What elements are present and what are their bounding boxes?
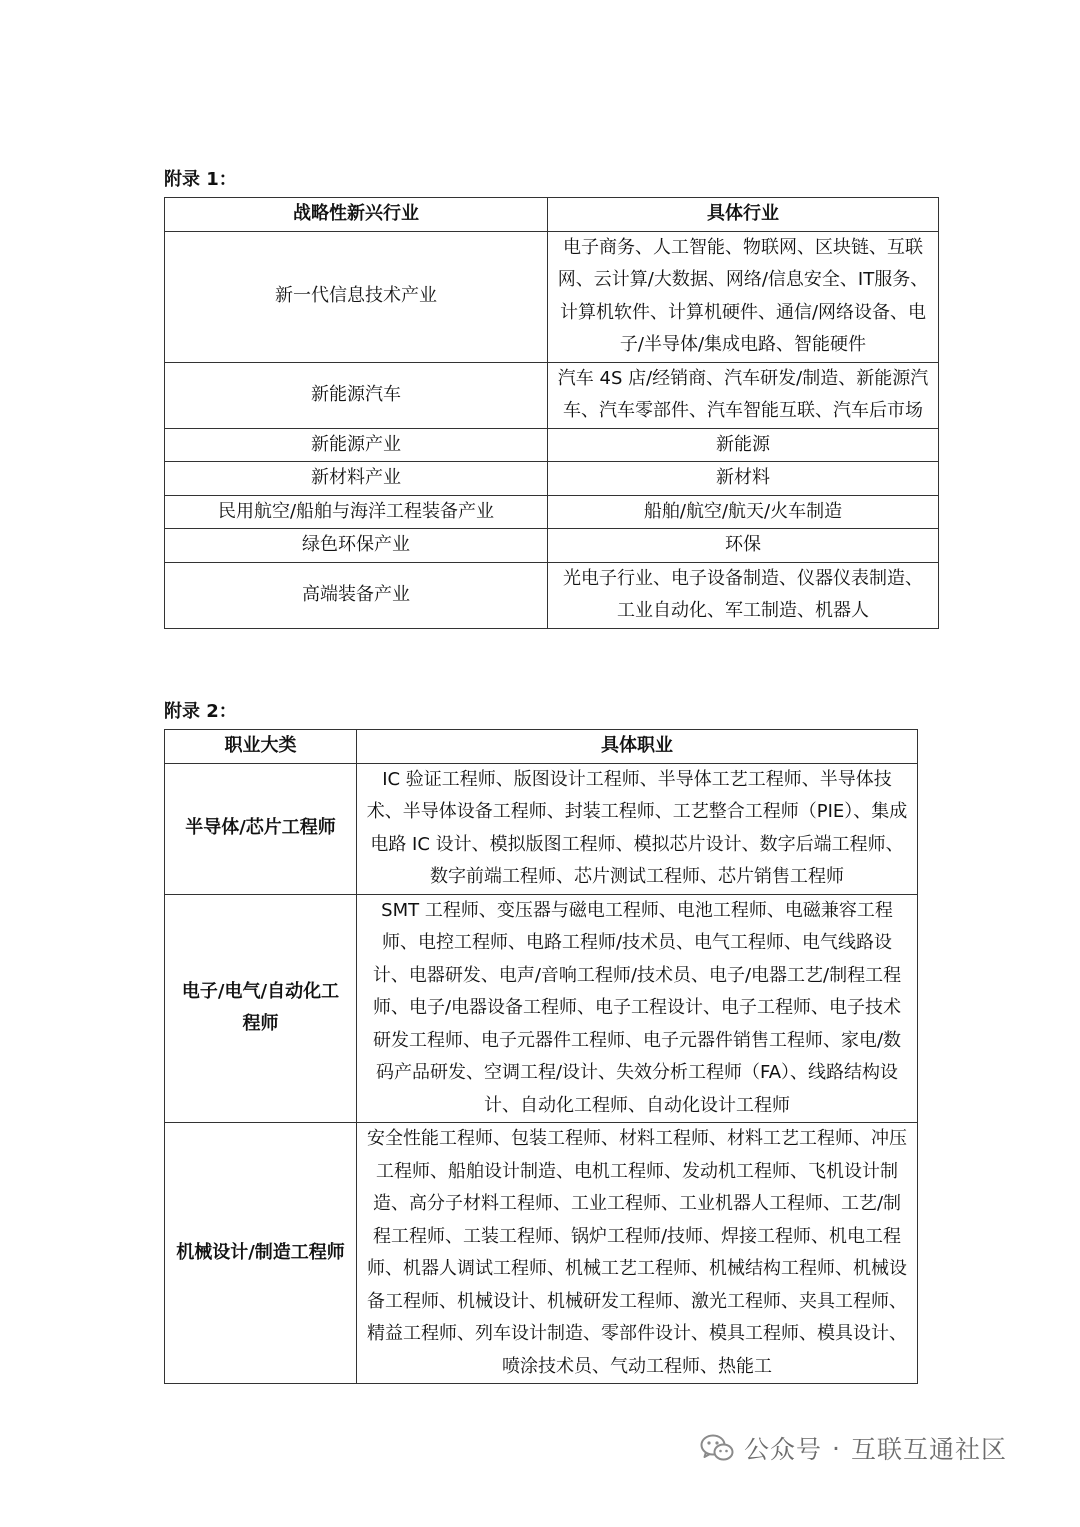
wechat-watermark: [700, 1428, 1007, 1468]
table-row: [165, 428, 939, 462]
table-row: [165, 894, 918, 1123]
detail-cell: IC 验证工程师、版图设计工程师、半导体工艺工程师、半导体技术、半导体设备工程师、封装工程师、工艺整合工程师（PIE）、集成电路 IC 设计、模拟版图工程师、模拟芯片设计、数字后端工程师、数字前端工程师、芯片测试工程师、芯片销售工程师: [357, 763, 918, 894]
table-header-row: [165, 730, 918, 764]
watermark-account-name: 互联互通社区: [850, 1435, 1007, 1464]
category-cell: 新一代信息技术产业: [165, 231, 548, 362]
table-row: [165, 362, 939, 428]
appendix-1-label: 附录 1：: [164, 169, 237, 190]
detail-cell: 安全性能工程师、包装工程师、材料工程师、材料工艺工程师、冲压工程师、船舶设计制造、电机工程师、发动机工程师、飞机设计制造、高分子材料工程师、工业工程师、工业机器人工程师、工艺/制程工程师、工装工程师、锅炉工程师/技师、焊接工程师、机电工程师、机器人调试工程师、机械工艺工程师、机械结构工程师、机械设备工程师、机械设计、机械研发工程师、激光工程师、夹具工程师、精益工程师、列车设计制造、零部件设计、模具工程师、模具设计、喷涂技术员、气动工程师、热能工: [357, 1123, 918, 1384]
table-row: [165, 763, 918, 894]
table-row: [165, 462, 939, 496]
category-cell: 绿色环保产业: [165, 529, 548, 563]
header-strategic-industry: 战略性新兴行业: [165, 198, 548, 232]
watermark-prefix: 公众号: [744, 1435, 823, 1464]
detail-cell: 新能源: [548, 428, 939, 462]
detail-cell: 汽车 4S 店/经销商、汽车研发/制造、新能源汽车、汽车零部件、汽车智能互联、汽车后市场: [548, 362, 939, 428]
wechat-icon: [700, 1433, 734, 1463]
table-row: [165, 231, 939, 362]
category-cell: 机械设计/制造工程师: [165, 1123, 357, 1384]
detail-cell: 新材料: [548, 462, 939, 496]
header-job-category: 职业大类: [165, 730, 357, 764]
category-cell: 新能源产业: [165, 428, 548, 462]
appendix-2-label: 附录 2：: [164, 701, 237, 722]
header-specific-job: 具体职业: [357, 730, 918, 764]
table-row: [165, 1123, 918, 1384]
detail-cell: 电子商务、人工智能、物联网、区块链、互联网、云计算/大数据、网络/信息安全、IT服务、计算机软件、计算机硬件、通信/网络设备、电子/半导体/集成电路、智能硬件: [548, 231, 939, 362]
category-cell: 新能源汽车: [165, 362, 548, 428]
table-row: [165, 562, 939, 628]
table-row: [165, 495, 939, 529]
category-cell: 民用航空/船舶与海洋工程装备产业: [165, 495, 548, 529]
table-row: [165, 529, 939, 563]
detail-cell: SMT 工程师、变压器与磁电工程师、电池工程师、电磁兼容工程师、电控工程师、电路工程师/技术员、电气工程师、电气线路设计、电器研发、电声/音响工程师/技术员、电子/电器工艺/制程工程师、电子/电器设备工程师、电子工程设计、电子工程师、电子技术研发工程师、电子元器件工程师、电子元器件销售工程师、家电/数码产品研发、空调工程/设计、失效分析工程师（FA）、线路结构设计、自动化工程师、自动化设计工程师: [357, 894, 918, 1123]
category-cell: 电子/电气/自动化工程师: [165, 894, 357, 1123]
header-specific-industry: 具体行业: [548, 198, 939, 232]
category-cell: 新材料产业: [165, 462, 548, 496]
category-cell: 高端装备产业: [165, 562, 548, 628]
category-cell: 半导体/芯片工程师: [165, 763, 357, 894]
appendix-2-table: [164, 729, 918, 1384]
table-header-row: [165, 198, 939, 232]
appendix-1-table: [164, 197, 939, 629]
detail-cell: 环保: [548, 529, 939, 563]
watermark-separator: ·: [832, 1433, 841, 1463]
detail-cell: 光电子行业、电子设备制造、仪器仪表制造、工业自动化、军工制造、机器人: [548, 562, 939, 628]
detail-cell: 船舶/航空/航天/火车制造: [548, 495, 939, 529]
